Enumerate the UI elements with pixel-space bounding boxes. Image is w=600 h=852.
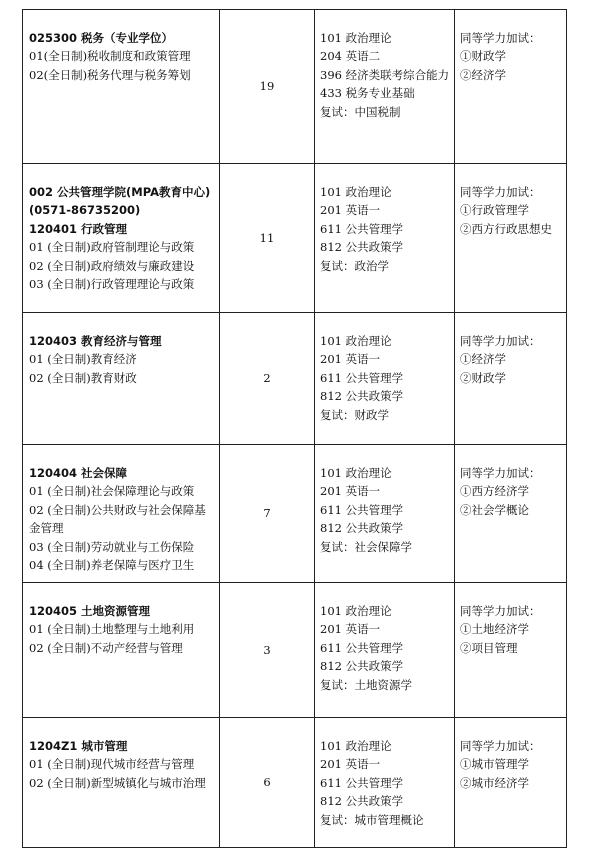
retest-subject: 复试：城市管理概论 (320, 812, 424, 827)
exam-subject: 611 公共管理学 (320, 221, 404, 236)
direction-item: 01 (全日制)教育经济 (29, 352, 137, 367)
direction-item: 02(全日制)税务代理与税务筹划 (29, 67, 191, 82)
school-phone: (0571-86735200) (29, 203, 141, 218)
enrollment-count: 11 (220, 164, 315, 313)
major-title: 120401 行政管理 (29, 221, 128, 236)
extra-exams-cell (455, 583, 567, 718)
exam-subject: 433 税务专业基础 (320, 86, 415, 101)
exam-subject: 201 英语一 (320, 352, 381, 367)
exam-subjects-cell (315, 313, 455, 445)
exam-subjects-cell (315, 164, 455, 313)
retest-subject: 复试：中国税制 (320, 104, 401, 119)
enrollment-count: 19 (220, 10, 315, 164)
exam-subjects-cell (315, 10, 455, 164)
exam-subject: 201 英语一 (320, 203, 381, 218)
direction-item: 02 (全日制)教育财政 (29, 370, 137, 385)
extra-exams-heading: 同等学力加试： (460, 739, 541, 753)
table-row (23, 583, 567, 718)
table-row (23, 718, 567, 848)
direction-item: 01 (全日制)现代城市经营与管理 (29, 757, 195, 772)
extra-exam: ②经济学 (460, 67, 506, 82)
extra-exams-cell (455, 164, 567, 313)
exam-subjects-cell (315, 445, 455, 583)
exam-subject: 812 公共政策学 (320, 240, 404, 255)
retest-subject: 复试：政治学 (320, 258, 389, 273)
table-row (23, 313, 567, 445)
exam-subject: 812 公共政策学 (320, 659, 404, 674)
direction-item: 02 (全日制)公共财政与社会保障基金管理 (29, 502, 206, 536)
direction-item: 01(全日制)税收制度和政策管理 (29, 49, 191, 64)
exam-subject: 101 政治理论 (320, 185, 392, 199)
extra-exams-heading: 同等学力加试： (460, 31, 541, 45)
direction-item: 01 (全日制)政府管制理论与政策 (29, 240, 195, 255)
extra-exams-cell (455, 10, 567, 164)
major-title: 025300 税务（专业学位） (29, 31, 174, 45)
direction-item: 01 (全日制)社会保障理论与政策 (29, 484, 195, 499)
extra-exam: ②西方行政思想史 (460, 221, 552, 236)
extra-exams-heading: 同等学力加试： (460, 466, 541, 480)
extra-exam: ①财政学 (460, 49, 506, 64)
exam-subject: 611 公共管理学 (320, 502, 404, 517)
enrollment-count: 6 (220, 718, 315, 848)
table-row (23, 445, 567, 583)
enrollment-count: 3 (220, 583, 315, 718)
exam-subject: 204 英语二 (320, 49, 381, 64)
exam-subject: 101 政治理论 (320, 31, 392, 45)
extra-exams-heading: 同等学力加试： (460, 604, 541, 618)
major-title: 1204Z1 城市管理 (29, 739, 128, 753)
extra-exam: ②项目管理 (460, 640, 518, 655)
admissions-catalog-table (22, 9, 567, 848)
school-title: 002 公共管理学院(MPA教育中心) (29, 185, 211, 199)
exam-subject: 201 英语一 (320, 622, 381, 637)
major-cell (23, 445, 220, 583)
major-title: 120405 土地资源管理 (29, 604, 151, 618)
exam-subjects-cell (315, 583, 455, 718)
enrollment-count: 2 (220, 313, 315, 445)
exam-subject: 812 公共政策学 (320, 521, 404, 536)
extra-exams-cell (455, 313, 567, 445)
extra-exam: ①土地经济学 (460, 622, 529, 637)
major-cell (23, 164, 220, 313)
major-title: 120404 社会保障 (29, 466, 128, 480)
table-row (23, 10, 567, 164)
extra-exams-cell (455, 445, 567, 583)
retest-subject: 复试：财政学 (320, 407, 389, 422)
enrollment-count: 7 (220, 445, 315, 583)
extra-exams-cell (455, 718, 567, 848)
exam-subject: 812 公共政策学 (320, 794, 404, 809)
extra-exams-heading: 同等学力加试： (460, 334, 541, 348)
exam-subject: 101 政治理论 (320, 739, 392, 753)
direction-item: 03 (全日制)劳动就业与工伤保险 (29, 539, 195, 554)
extra-exam: ②社会学概论 (460, 502, 529, 517)
major-cell (23, 10, 220, 164)
direction-item: 02 (全日制)不动产经营与管理 (29, 640, 183, 655)
exam-subject: 611 公共管理学 (320, 775, 404, 790)
exam-subject: 201 英语一 (320, 484, 381, 499)
direction-item: 02 (全日制)政府绩效与廉政建设 (29, 258, 195, 273)
exam-subject: 201 英语一 (320, 757, 381, 772)
major-cell (23, 313, 220, 445)
retest-subject: 复试：土地资源学 (320, 677, 412, 692)
major-title: 120403 教育经济与管理 (29, 334, 162, 348)
major-cell (23, 718, 220, 848)
exam-subject: 101 政治理论 (320, 334, 392, 348)
major-cell (23, 583, 220, 718)
extra-exam: ①西方经济学 (460, 484, 529, 499)
direction-item: 02 (全日制)新型城镇化与城市治理 (29, 775, 206, 790)
direction-item: 03 (全日制)行政管理理论与政策 (29, 277, 195, 292)
extra-exam: ①经济学 (460, 352, 506, 367)
exam-subjects-cell (315, 718, 455, 848)
extra-exam: ①行政管理学 (460, 203, 529, 218)
retest-subject: 复试：社会保障学 (320, 539, 412, 554)
direction-item: 01 (全日制)土地整理与土地利用 (29, 622, 195, 637)
exam-subject: 396 经济类联考综合能力 (320, 67, 450, 82)
exam-subject: 611 公共管理学 (320, 370, 404, 385)
exam-subject: 611 公共管理学 (320, 640, 404, 655)
extra-exam: ②城市经济学 (460, 775, 529, 790)
extra-exam: ①城市管理学 (460, 757, 529, 772)
extra-exam: ②财政学 (460, 370, 506, 385)
exam-subject: 101 政治理论 (320, 466, 392, 480)
extra-exams-heading: 同等学力加试： (460, 185, 541, 199)
exam-subject: 812 公共政策学 (320, 389, 404, 404)
direction-item: 04 (全日制)养老保障与医疗卫生 (29, 558, 195, 573)
table-row (23, 164, 567, 313)
exam-subject: 101 政治理论 (320, 604, 392, 618)
